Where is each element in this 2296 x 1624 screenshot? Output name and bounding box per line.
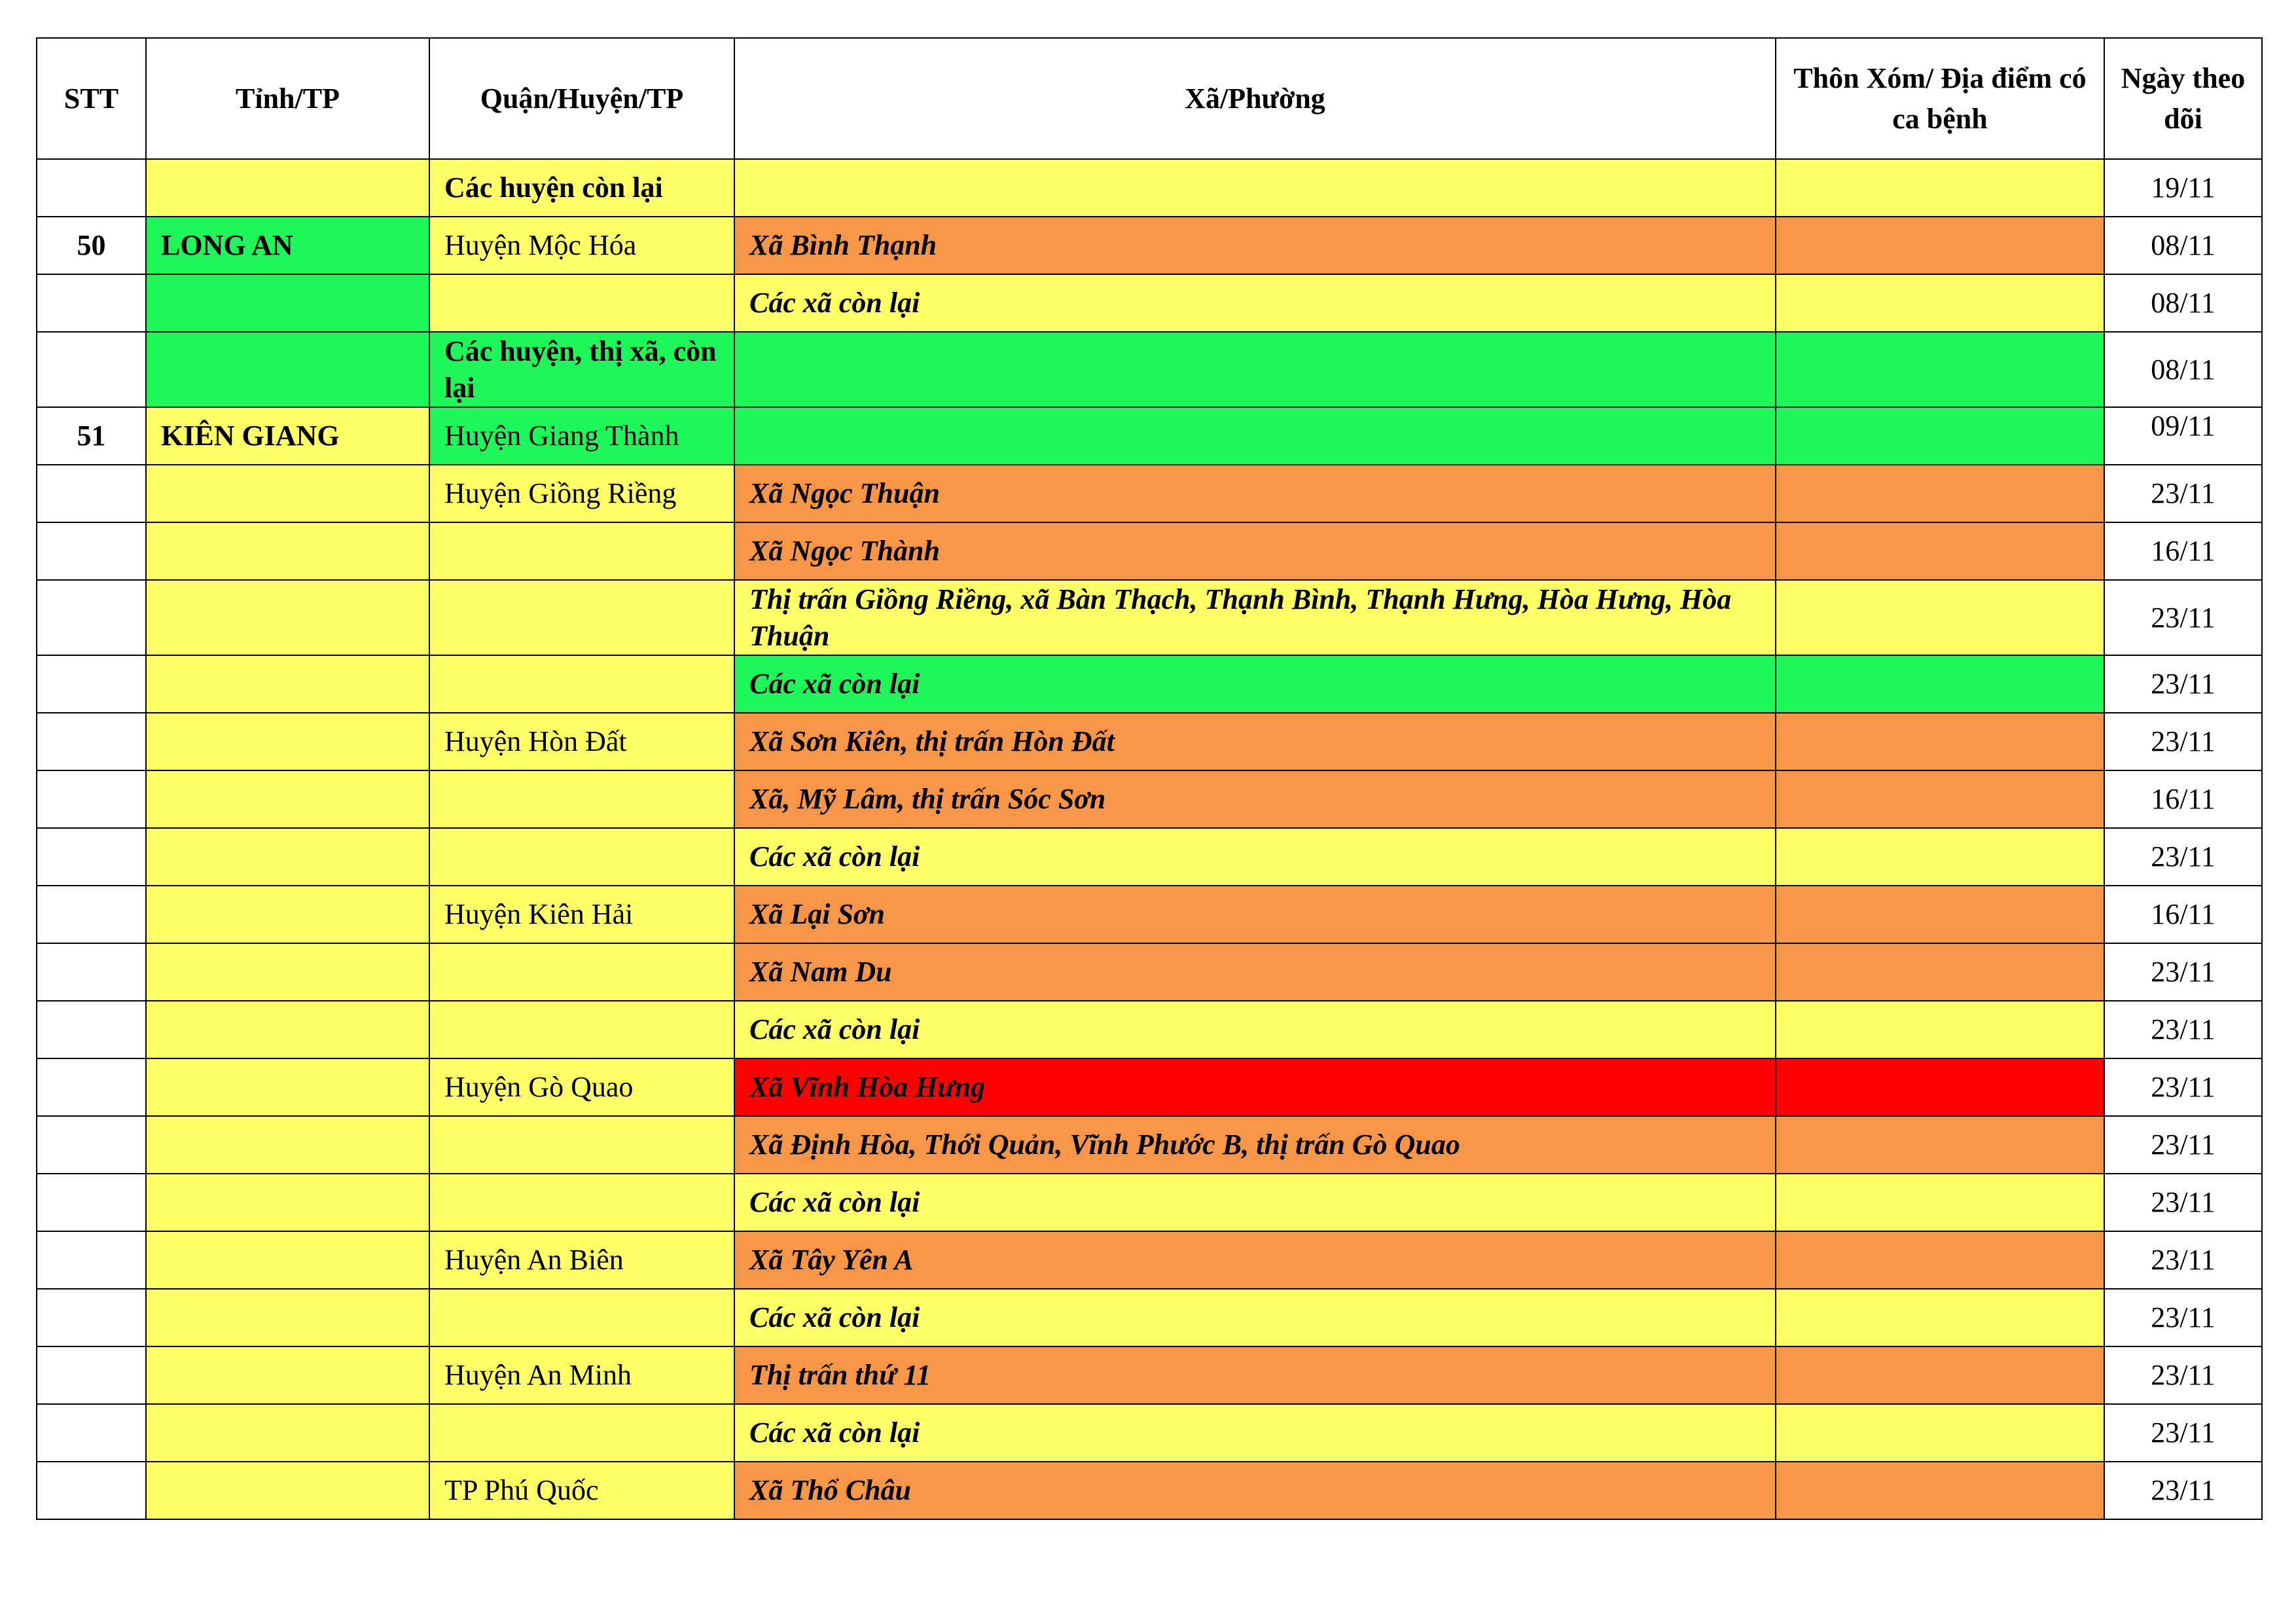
village-cell xyxy=(1776,1346,2104,1404)
ward-cell: Các xã còn lại xyxy=(734,1174,1776,1231)
ward-cell: Xã Lại Sơn xyxy=(734,886,1776,943)
province-cell xyxy=(146,1462,429,1519)
province-cell xyxy=(146,1404,429,1462)
ward-cell xyxy=(734,159,1776,217)
village-cell xyxy=(1776,1174,2104,1231)
district-cell: Huyện Mộc Hóa xyxy=(429,217,734,274)
stt-cell xyxy=(37,274,146,332)
district-cell xyxy=(429,1001,734,1058)
stt-cell xyxy=(37,522,146,580)
province-cell xyxy=(146,713,429,770)
date-cell: 23/11 xyxy=(2104,1001,2262,1058)
ward-cell: Xã Ngọc Thuận xyxy=(734,465,1776,522)
ward-cell: Xã Thổ Châu xyxy=(734,1462,1776,1519)
table-row xyxy=(37,1231,2262,1289)
date-cell: 23/11 xyxy=(2104,655,2262,713)
district-cell xyxy=(429,655,734,713)
stt-cell xyxy=(37,1404,146,1462)
village-cell xyxy=(1776,1231,2104,1289)
stt-cell xyxy=(37,1231,146,1289)
village-cell xyxy=(1776,1462,2104,1519)
village-cell xyxy=(1776,274,2104,332)
table-row xyxy=(37,522,2262,580)
village-cell xyxy=(1776,159,2104,217)
table-row xyxy=(37,1289,2262,1346)
village-cell xyxy=(1776,770,2104,828)
table-row xyxy=(37,217,2262,274)
village-cell xyxy=(1776,1116,2104,1174)
header-row xyxy=(37,38,2262,159)
ward-cell xyxy=(734,332,1776,407)
header-province: Tỉnh/TP xyxy=(146,38,429,159)
ward-cell: Xã Sơn Kiên, thị trấn Hòn Đất xyxy=(734,713,1776,770)
table-row xyxy=(37,274,2262,332)
date-cell: 23/11 xyxy=(2104,1346,2262,1404)
village-cell xyxy=(1776,465,2104,522)
table-row xyxy=(37,713,2262,770)
village-cell xyxy=(1776,1058,2104,1116)
district-cell xyxy=(429,274,734,332)
district-cell: Huyện Gò Quao xyxy=(429,1058,734,1116)
table-row xyxy=(37,943,2262,1001)
date-cell: 16/11 xyxy=(2104,886,2262,943)
village-cell xyxy=(1776,828,2104,886)
stt-cell xyxy=(37,1001,146,1058)
stt-cell xyxy=(37,886,146,943)
district-cell xyxy=(429,1404,734,1462)
header-district: Quận/Huyện/TP xyxy=(429,38,734,159)
table-row xyxy=(37,1346,2262,1404)
district-cell xyxy=(429,943,734,1001)
table-row xyxy=(37,580,2262,655)
district-cell: Huyện An Biên xyxy=(429,1231,734,1289)
district-cell: Huyện An Minh xyxy=(429,1346,734,1404)
table-row xyxy=(37,1058,2262,1116)
stt-cell xyxy=(37,770,146,828)
date-cell: 23/11 xyxy=(2104,1231,2262,1289)
province-cell xyxy=(146,886,429,943)
province-cell xyxy=(146,655,429,713)
village-cell xyxy=(1776,943,2104,1001)
province-cell xyxy=(146,522,429,580)
date-cell: 23/11 xyxy=(2104,1058,2262,1116)
village-cell xyxy=(1776,886,2104,943)
ward-cell: Các xã còn lại xyxy=(734,1001,1776,1058)
district-cell: Huyện Hòn Đất xyxy=(429,713,734,770)
stt-cell xyxy=(37,1289,146,1346)
village-cell xyxy=(1776,407,2104,465)
stt-cell xyxy=(37,828,146,886)
district-cell: Các huyện còn lại xyxy=(429,159,734,217)
province-cell xyxy=(146,1001,429,1058)
ward-cell: Các xã còn lại xyxy=(734,1404,1776,1462)
province-cell xyxy=(146,465,429,522)
date-cell: 23/11 xyxy=(2104,1174,2262,1231)
village-cell xyxy=(1776,655,2104,713)
table-row xyxy=(37,1116,2262,1174)
district-cell xyxy=(429,770,734,828)
stt-cell xyxy=(37,943,146,1001)
province-cell xyxy=(146,770,429,828)
table-row xyxy=(37,1001,2262,1058)
date-cell: 08/11 xyxy=(2104,332,2262,407)
stt-cell xyxy=(37,713,146,770)
province-cell xyxy=(146,1174,429,1231)
date-cell: 16/11 xyxy=(2104,522,2262,580)
date-cell: 08/11 xyxy=(2104,274,2262,332)
ward-cell: Các xã còn lại xyxy=(734,1289,1776,1346)
header-date: Ngày theo dõi xyxy=(2104,38,2262,159)
table-row xyxy=(37,886,2262,943)
ward-cell: Xã, Mỹ Lâm, thị trấn Sóc Sơn xyxy=(734,770,1776,828)
ward-cell: Thị trấn Giồng Riềng, xã Bàn Thạch, Thạnh Bình, Thạnh Hưng, Hòa Hưng, Hòa Thuận xyxy=(734,580,1776,655)
stt-cell: 51 xyxy=(37,407,146,465)
date-cell: 23/11 xyxy=(2104,1404,2262,1462)
date-cell: 23/11 xyxy=(2104,1462,2262,1519)
date-cell: 08/11 xyxy=(2104,217,2262,274)
stt-cell xyxy=(37,655,146,713)
province-cell xyxy=(146,580,429,655)
stt-cell xyxy=(37,332,146,407)
table-row xyxy=(37,465,2262,522)
ward-cell: Các xã còn lại xyxy=(734,274,1776,332)
village-cell xyxy=(1776,713,2104,770)
district-cell: Các huyện, thị xã, còn lại xyxy=(429,332,734,407)
province-cell: KIÊN GIANG xyxy=(146,407,429,465)
province-cell xyxy=(146,1116,429,1174)
province-cell xyxy=(146,1289,429,1346)
date-cell: 16/11 xyxy=(2104,770,2262,828)
village-cell xyxy=(1776,580,2104,655)
stt-cell xyxy=(37,1346,146,1404)
ward-cell: Xã Bình Thạnh xyxy=(734,217,1776,274)
district-cell xyxy=(429,580,734,655)
ward-cell: Xã Nam Du xyxy=(734,943,1776,1001)
header-stt: STT xyxy=(37,38,146,159)
date-cell: 23/11 xyxy=(2104,828,2262,886)
stt-cell xyxy=(37,1116,146,1174)
table-row xyxy=(37,655,2262,713)
ward-cell: Xã Định Hòa, Thới Quản, Vĩnh Phước B, thị trấn Gò Quao xyxy=(734,1116,1776,1174)
village-cell xyxy=(1776,217,2104,274)
stt-cell xyxy=(37,1058,146,1116)
ward-cell xyxy=(734,407,1776,465)
ward-cell: Các xã còn lại xyxy=(734,655,1776,713)
table-row xyxy=(37,332,2262,407)
village-cell xyxy=(1776,1289,2104,1346)
table-row xyxy=(37,407,2262,465)
province-cell xyxy=(146,1346,429,1404)
table-row xyxy=(37,1462,2262,1519)
province-cell xyxy=(146,943,429,1001)
stt-cell xyxy=(37,465,146,522)
stt-cell xyxy=(37,159,146,217)
ward-cell: Thị trấn thứ 11 xyxy=(734,1346,1776,1404)
district-cell xyxy=(429,828,734,886)
table-row xyxy=(37,1404,2262,1462)
header-village: Thôn Xóm/ Địa điểm có ca bệnh xyxy=(1776,38,2104,159)
table-row xyxy=(37,1174,2262,1231)
table-row xyxy=(37,770,2262,828)
district-cell: Huyện Kiên Hải xyxy=(429,886,734,943)
risk-level-table xyxy=(36,37,2263,1520)
province-cell xyxy=(146,828,429,886)
stt-cell xyxy=(37,1462,146,1519)
date-cell: 23/11 xyxy=(2104,1289,2262,1346)
date-cell: 23/11 xyxy=(2104,713,2262,770)
village-cell xyxy=(1776,1404,2104,1462)
table-row xyxy=(37,159,2262,217)
date-cell: 23/11 xyxy=(2104,465,2262,522)
ward-cell: Xã Tây Yên A xyxy=(734,1231,1776,1289)
province-cell xyxy=(146,1231,429,1289)
stt-cell xyxy=(37,580,146,655)
district-cell: Huyện Giang Thành xyxy=(429,407,734,465)
date-cell: 19/11 xyxy=(2104,159,2262,217)
district-cell xyxy=(429,1174,734,1231)
district-cell: Huyện Giồng Riềng xyxy=(429,465,734,522)
village-cell xyxy=(1776,522,2104,580)
village-cell xyxy=(1776,1001,2104,1058)
ward-cell: Xã Ngọc Thành xyxy=(734,522,1776,580)
date-cell: 09/11 xyxy=(2104,407,2262,465)
province-cell xyxy=(146,159,429,217)
date-cell: 23/11 xyxy=(2104,1116,2262,1174)
province-cell xyxy=(146,332,429,407)
table-row xyxy=(37,828,2262,886)
ward-cell: Các xã còn lại xyxy=(734,828,1776,886)
date-cell: 23/11 xyxy=(2104,580,2262,655)
district-cell xyxy=(429,1289,734,1346)
district-cell: TP Phú Quốc xyxy=(429,1462,734,1519)
stt-cell xyxy=(37,1174,146,1231)
header-ward: Xã/Phường xyxy=(734,38,1776,159)
ward-cell: Xã Vĩnh Hòa Hưng xyxy=(734,1058,1776,1116)
stt-cell: 50 xyxy=(37,217,146,274)
district-cell xyxy=(429,522,734,580)
province-cell: LONG AN xyxy=(146,217,429,274)
district-cell xyxy=(429,1116,734,1174)
date-cell: 23/11 xyxy=(2104,943,2262,1001)
province-cell xyxy=(146,1058,429,1116)
province-cell xyxy=(146,274,429,332)
village-cell xyxy=(1776,332,2104,407)
